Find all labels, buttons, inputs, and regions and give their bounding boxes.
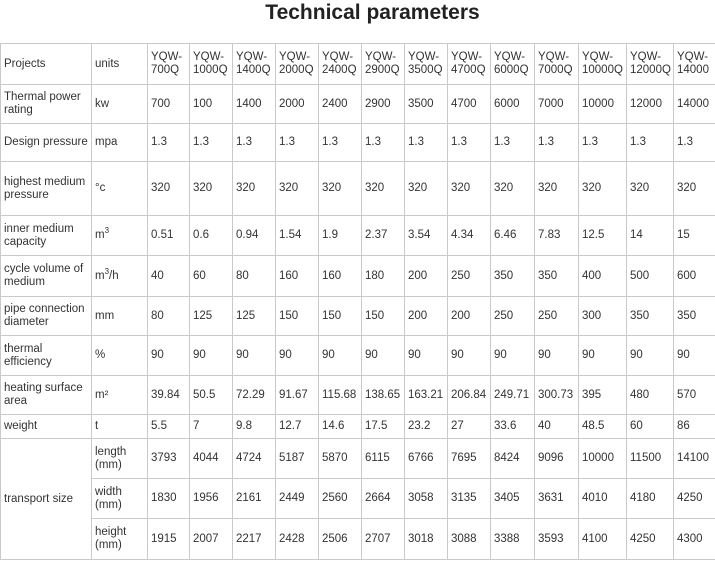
table-cell: 2000	[276, 85, 319, 124]
table-cell: 4010	[579, 479, 627, 519]
table-cell: 3388	[491, 519, 535, 560]
table-cell: 1.3	[319, 124, 362, 162]
table-cell: 320	[579, 162, 627, 216]
table-cell: 320	[627, 162, 674, 216]
table-cell: 14000	[674, 85, 715, 124]
table-cell: 7695	[448, 439, 491, 479]
header-model: YQW-7000Q	[535, 44, 579, 85]
table-cell: 0.51	[148, 216, 190, 256]
row-unit: mpa	[92, 124, 148, 162]
table-cell: 14100	[674, 439, 715, 479]
table-cell: 1400	[233, 85, 276, 124]
row-unit-sup: 3	[104, 226, 110, 236]
row-label: inner medium capacity	[1, 216, 92, 256]
table-cell: 86	[674, 415, 715, 439]
table-cell: 48.5	[579, 415, 627, 439]
table-cell: 1830	[148, 479, 190, 519]
table-cell: 600	[674, 256, 715, 297]
table-cell: 350	[674, 297, 715, 336]
table-cell: 1.3	[190, 124, 233, 162]
transport-size-label: transport size	[1, 439, 92, 560]
table-cell: 33.6	[491, 415, 535, 439]
table-cell: 6766	[405, 439, 448, 479]
table-cell: 7000	[535, 85, 579, 124]
table-cell: 90	[190, 336, 233, 376]
row-label: Design pressure	[1, 124, 92, 162]
row-unit: kw	[92, 85, 148, 124]
table-cell: 4300	[674, 519, 715, 560]
table-cell: 320	[190, 162, 233, 216]
table-cell: 250	[535, 297, 579, 336]
row-unit	[92, 256, 148, 297]
table-cell: 50.5	[190, 376, 233, 415]
table-cell: 1.3	[148, 124, 190, 162]
row-label: pipe connection diameter	[1, 297, 92, 336]
table-cell: 4700	[448, 85, 491, 124]
table-cell: 80	[233, 256, 276, 297]
table-cell: 17.5	[362, 415, 405, 439]
table-cell: 80	[148, 297, 190, 336]
header-model: YQW-12000Q	[627, 44, 674, 85]
table-cell: 90	[579, 336, 627, 376]
header-model: YQW-14000	[674, 44, 715, 85]
table-header-row	[1, 44, 715, 85]
table-cell: 1.3	[491, 124, 535, 162]
table-cell: 72.29	[233, 376, 276, 415]
table-cell: 12.7	[276, 415, 319, 439]
table-row	[1, 85, 715, 124]
table-cell: 1.3	[362, 124, 405, 162]
table-cell: 2428	[276, 519, 319, 560]
table-cell: 90	[448, 336, 491, 376]
table-cell: 3793	[148, 439, 190, 479]
table-cell: 2.37	[362, 216, 405, 256]
row-unit: °c	[92, 162, 148, 216]
table-cell: 1.9	[319, 216, 362, 256]
table-cell: 6.46	[491, 216, 535, 256]
row-label: weight	[1, 415, 92, 439]
table-row	[1, 376, 715, 415]
table-cell: 91.67	[276, 376, 319, 415]
table-cell: 300.73	[535, 376, 579, 415]
table-cell: 700	[148, 85, 190, 124]
table-cell: 320	[491, 162, 535, 216]
table-cell: 7	[190, 415, 233, 439]
table-row	[1, 216, 715, 256]
table-cell: 3405	[491, 479, 535, 519]
table-cell: 4250	[627, 519, 674, 560]
header-model: YQW-2900Q	[362, 44, 405, 85]
table-cell: 320	[405, 162, 448, 216]
table-cell: 90	[319, 336, 362, 376]
table-cell: 1.3	[276, 124, 319, 162]
row-unit-base: m	[95, 229, 105, 241]
table-cell: 1.3	[405, 124, 448, 162]
table-cell: 500	[627, 256, 674, 297]
header-model: YQW-700Q	[148, 44, 190, 85]
table-cell: 125	[190, 297, 233, 336]
table-cell: 2707	[362, 519, 405, 560]
table-cell: 2400	[319, 85, 362, 124]
table-cell: 150	[276, 297, 319, 336]
header-model: YQW-10000Q	[579, 44, 627, 85]
table-cell: 320	[448, 162, 491, 216]
table-cell: 9.8	[233, 415, 276, 439]
header-model: YQW-1400Q	[233, 44, 276, 85]
table-cell: 3500	[405, 85, 448, 124]
row-label: heating surface area	[1, 376, 92, 415]
header-model: YQW-2400Q	[319, 44, 362, 85]
table-cell: 1.3	[233, 124, 276, 162]
table-cell: 60	[627, 415, 674, 439]
table-cell: 40	[148, 256, 190, 297]
table-cell: 90	[233, 336, 276, 376]
table-cell: 8424	[491, 439, 535, 479]
table-cell: 90	[405, 336, 448, 376]
table-cell: 4.34	[448, 216, 491, 256]
technical-parameters-table	[0, 43, 715, 560]
table-cell: 350	[535, 256, 579, 297]
table-cell: 1915	[148, 519, 190, 560]
header-model: YQW-4700Q	[448, 44, 491, 85]
table-cell: 200	[405, 256, 448, 297]
table-cell: 40	[535, 415, 579, 439]
row-label: thermal efficiency	[1, 336, 92, 376]
table-cell: 300	[579, 297, 627, 336]
table-row	[1, 519, 715, 560]
table-cell: 6000	[491, 85, 535, 124]
table-cell: 180	[362, 256, 405, 297]
table-cell: 320	[674, 162, 715, 216]
table-cell: 60	[190, 256, 233, 297]
table-row	[1, 479, 715, 519]
row-label: highest medium pressure	[1, 162, 92, 216]
table-cell: 163.21	[405, 376, 448, 415]
table-cell: 7.83	[535, 216, 579, 256]
table-cell: 1.3	[579, 124, 627, 162]
table-cell: 0.6	[190, 216, 233, 256]
table-cell: 2900	[362, 85, 405, 124]
table-cell: 3058	[405, 479, 448, 519]
header-model: YQW-2000Q	[276, 44, 319, 85]
table-cell: 4180	[627, 479, 674, 519]
table-cell: 27	[448, 415, 491, 439]
table-row	[1, 162, 715, 216]
table-cell: 320	[276, 162, 319, 216]
table-cell: 320	[233, 162, 276, 216]
table-cell: 320	[148, 162, 190, 216]
table-cell: 5.5	[148, 415, 190, 439]
table-cell: 249.71	[491, 376, 535, 415]
table-cell: 150	[319, 297, 362, 336]
table-cell: 3018	[405, 519, 448, 560]
table-cell: 206.84	[448, 376, 491, 415]
table-cell: 90	[535, 336, 579, 376]
row-unit-suffix: /h	[109, 269, 119, 282]
table-cell: 23.2	[405, 415, 448, 439]
row-unit: mm	[92, 297, 148, 336]
table-cell: 250	[491, 297, 535, 336]
table-cell: 10000	[579, 85, 627, 124]
header-model: YQW-1000Q	[190, 44, 233, 85]
table-cell: 2449	[276, 479, 319, 519]
table-cell: 250	[448, 256, 491, 297]
table-cell: 12.5	[579, 216, 627, 256]
row-unit-sup: 3	[104, 266, 110, 276]
table-cell: 400	[579, 256, 627, 297]
table-cell: 90	[491, 336, 535, 376]
table-cell: 160	[319, 256, 362, 297]
table-cell: 4044	[190, 439, 233, 479]
table-cell: 4724	[233, 439, 276, 479]
table-cell: 5187	[276, 439, 319, 479]
table-cell: 14.6	[319, 415, 362, 439]
row-unit: m²	[92, 376, 148, 415]
table-cell: 2161	[233, 479, 276, 519]
table-row	[1, 439, 715, 479]
table-cell: 395	[579, 376, 627, 415]
header-units: units	[92, 44, 148, 85]
table-row	[1, 124, 715, 162]
table-cell: 3135	[448, 479, 491, 519]
table-cell: 90	[362, 336, 405, 376]
row-label: cycle volume of medium	[1, 256, 92, 297]
table-cell: 100	[190, 85, 233, 124]
table-cell: 90	[276, 336, 319, 376]
page-title: Technical parameters	[265, 1, 480, 24]
table-row	[1, 336, 715, 376]
table-cell: 5870	[319, 439, 362, 479]
table-cell: 39.84	[148, 376, 190, 415]
table-cell: 1.3	[535, 124, 579, 162]
transport-unit: height (mm)	[92, 519, 148, 560]
table-cell: 90	[148, 336, 190, 376]
row-unit	[92, 216, 148, 256]
table-cell: 350	[627, 297, 674, 336]
table-cell: 2007	[190, 519, 233, 560]
table-cell: 125	[233, 297, 276, 336]
table-cell: 320	[319, 162, 362, 216]
table-cell: 350	[491, 256, 535, 297]
row-unit-base: m	[95, 269, 105, 282]
table-cell: 12000	[627, 85, 674, 124]
table-cell: 570	[674, 376, 715, 415]
table-cell: 150	[362, 297, 405, 336]
table-cell: 9096	[535, 439, 579, 479]
table-row	[1, 256, 715, 297]
table-cell: 15	[674, 216, 715, 256]
header-model: YQW-3500Q	[405, 44, 448, 85]
table-cell: 14	[627, 216, 674, 256]
row-label: Thermal power rating	[1, 85, 92, 124]
table-cell: 3088	[448, 519, 491, 560]
header-projects: Projects	[1, 44, 92, 85]
table-cell: 160	[276, 256, 319, 297]
table-cell: 200	[448, 297, 491, 336]
table-cell: 0.94	[233, 216, 276, 256]
table-cell: 4250	[674, 479, 715, 519]
table-cell: 10000	[579, 439, 627, 479]
header-model: YQW-6000Q	[491, 44, 535, 85]
table-row	[1, 415, 715, 439]
table-cell: 6115	[362, 439, 405, 479]
table-cell: 90	[674, 336, 715, 376]
transport-unit: width (mm)	[92, 479, 148, 519]
table-cell: 11500	[627, 439, 674, 479]
table-cell: 90	[627, 336, 674, 376]
table-cell: 3.54	[405, 216, 448, 256]
table-cell: 320	[362, 162, 405, 216]
table-cell: 1956	[190, 479, 233, 519]
table-cell: 2506	[319, 519, 362, 560]
table-cell: 1.3	[627, 124, 674, 162]
table-cell: 3593	[535, 519, 579, 560]
table-cell: 138.65	[362, 376, 405, 415]
table-cell: 1.54	[276, 216, 319, 256]
table-cell: 320	[535, 162, 579, 216]
table-cell: 1.3	[448, 124, 491, 162]
table-cell: 2664	[362, 479, 405, 519]
table-cell: 2560	[319, 479, 362, 519]
table-cell: 1.3	[674, 124, 715, 162]
table-cell: 200	[405, 297, 448, 336]
table-row	[1, 297, 715, 336]
row-unit: %	[92, 336, 148, 376]
table-cell: 115.68	[319, 376, 362, 415]
table-cell: 2217	[233, 519, 276, 560]
row-unit: t	[92, 415, 148, 439]
table-cell: 4100	[579, 519, 627, 560]
transport-unit: length (mm)	[92, 439, 148, 479]
table-cell: 480	[627, 376, 674, 415]
table-cell: 3631	[535, 479, 579, 519]
